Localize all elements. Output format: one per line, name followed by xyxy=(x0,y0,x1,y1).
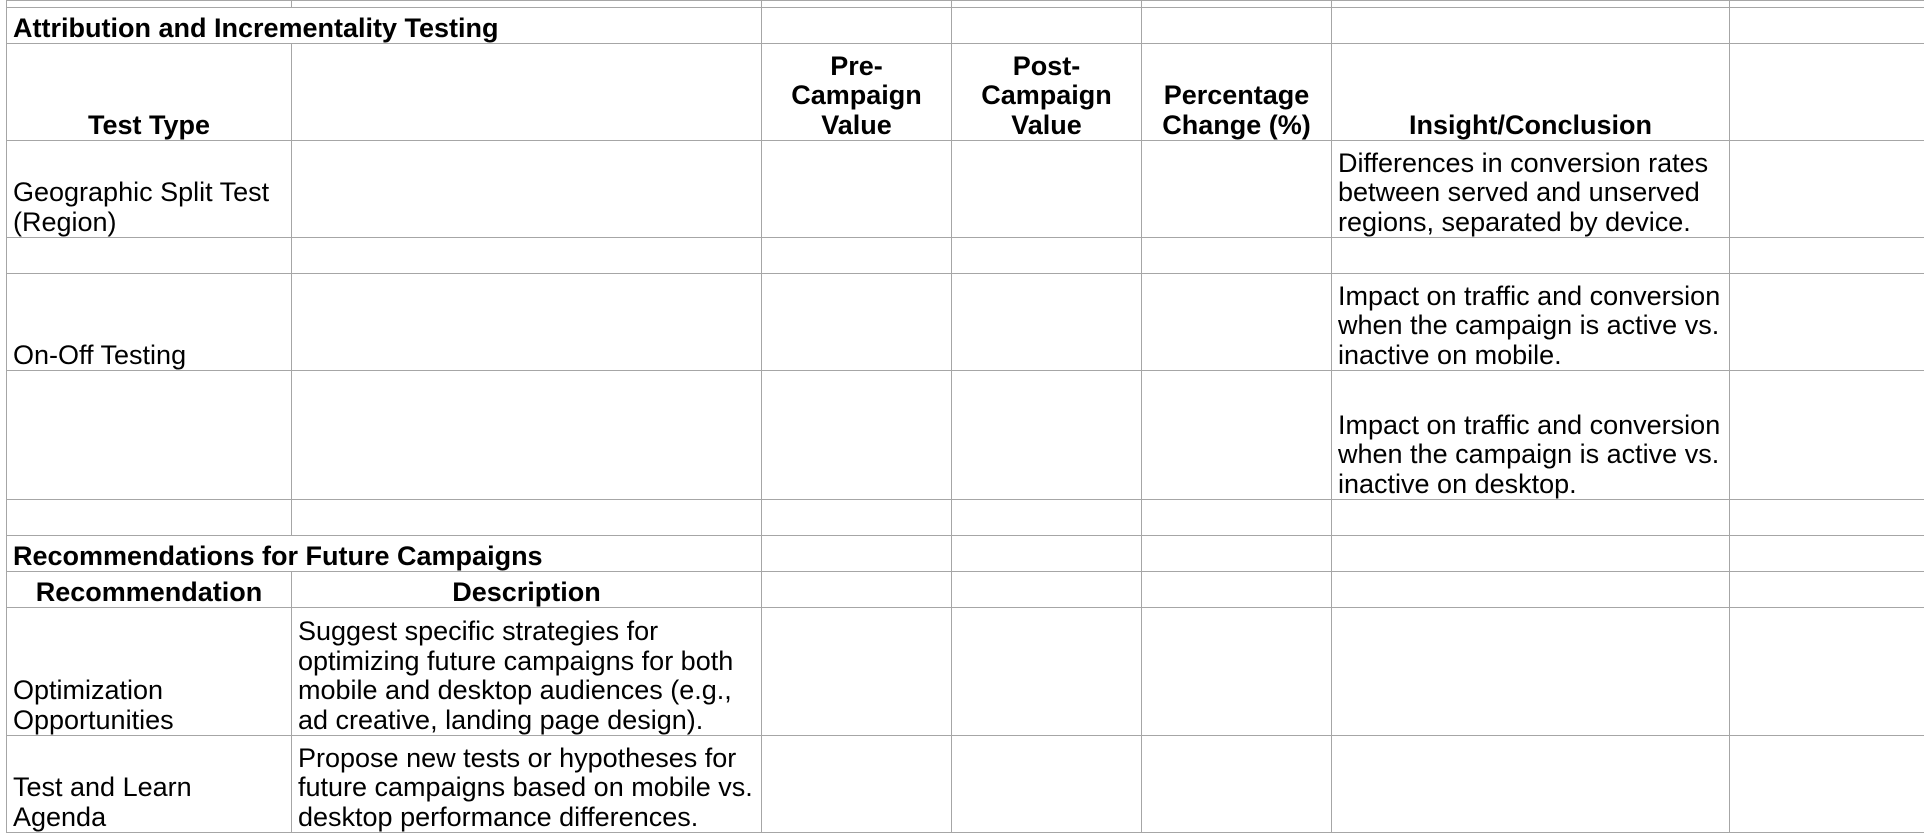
cell[interactable] xyxy=(1332,572,1730,608)
cell[interactable] xyxy=(1730,536,1924,572)
insight-cell[interactable]: Impact on traffic and conversion when the campaign is active vs. inactive on mobile. xyxy=(1332,274,1730,371)
cell[interactable] xyxy=(7,500,292,536)
cell[interactable] xyxy=(1332,536,1730,572)
recommendations-section-title[interactable]: Recommendations for Future Campaigns xyxy=(7,536,762,572)
header-insight-conclusion[interactable]: Insight/Conclusion xyxy=(1332,44,1730,141)
cell[interactable] xyxy=(762,736,952,833)
header-description[interactable]: Description xyxy=(292,572,762,608)
cell[interactable] xyxy=(1142,8,1332,44)
test-type-cell[interactable] xyxy=(7,371,292,500)
description-cell[interactable]: Propose new tests or hypotheses for future campaigns based on mobile vs. desktop performance differences. xyxy=(292,736,762,833)
spreadsheet-grid xyxy=(6,0,1924,833)
cell[interactable] xyxy=(1730,44,1924,141)
cell[interactable] xyxy=(762,500,952,536)
cell[interactable] xyxy=(1142,572,1332,608)
post-campaign-value-cell[interactable] xyxy=(952,274,1142,371)
sheet-row xyxy=(7,1,1924,8)
cell[interactable] xyxy=(292,1,762,8)
cell[interactable] xyxy=(1730,1,1924,8)
cell[interactable] xyxy=(1142,608,1332,736)
cell[interactable] xyxy=(1730,238,1924,274)
pre-campaign-value-cell[interactable] xyxy=(762,274,952,371)
sheet-row xyxy=(7,8,1924,44)
post-campaign-value-cell[interactable] xyxy=(952,371,1142,500)
cell[interactable] xyxy=(1730,371,1924,500)
cell[interactable] xyxy=(762,8,952,44)
post-campaign-value-cell[interactable] xyxy=(952,141,1142,238)
cell[interactable] xyxy=(1142,536,1332,572)
cell[interactable] xyxy=(1332,238,1730,274)
table-row xyxy=(7,736,1924,833)
attribution-header-row xyxy=(7,44,1924,141)
cell[interactable] xyxy=(762,238,952,274)
cell[interactable] xyxy=(1730,8,1924,44)
cell[interactable] xyxy=(1730,141,1924,238)
cell[interactable] xyxy=(7,1,292,8)
cell[interactable] xyxy=(1730,500,1924,536)
cell[interactable] xyxy=(292,500,762,536)
cell[interactable] xyxy=(292,238,762,274)
cell[interactable] xyxy=(1142,500,1332,536)
cell[interactable] xyxy=(952,8,1142,44)
cell[interactable] xyxy=(1142,736,1332,833)
table-row xyxy=(7,371,1924,500)
cell[interactable] xyxy=(1730,572,1924,608)
cell[interactable] xyxy=(952,500,1142,536)
description-cell[interactable]: Suggest specific strategies for optimizing future campaigns for both mobile and desktop audiences (e.g., ad creative, landing page design). xyxy=(292,608,762,736)
cell[interactable] xyxy=(1730,608,1924,736)
cell[interactable] xyxy=(292,141,762,238)
cell[interactable] xyxy=(952,1,1142,8)
pre-campaign-value-cell[interactable] xyxy=(762,371,952,500)
cell[interactable] xyxy=(952,572,1142,608)
insight-cell[interactable]: Differences in conversion rates between served and unserved regions, separated by device. xyxy=(1332,141,1730,238)
header-test-type[interactable]: Test Type xyxy=(7,44,292,141)
cell[interactable] xyxy=(1332,1,1730,8)
test-type-cell[interactable]: On-Off Testing xyxy=(7,274,292,371)
recommendations-header-row xyxy=(7,572,1924,608)
header-blank[interactable] xyxy=(292,44,762,141)
cell[interactable] xyxy=(762,536,952,572)
cell[interactable] xyxy=(1730,736,1924,833)
pre-campaign-value-cell[interactable] xyxy=(762,141,952,238)
cell[interactable] xyxy=(1332,8,1730,44)
cell[interactable] xyxy=(1332,608,1730,736)
cell[interactable] xyxy=(1142,238,1332,274)
insight-cell[interactable]: Impact on traffic and conversion when the campaign is active vs. inactive on desktop. xyxy=(1332,371,1730,500)
attribution-section-title[interactable]: Attribution and Incrementality Testing xyxy=(7,8,762,44)
table-row xyxy=(7,141,1924,238)
sheet-row xyxy=(7,500,1924,536)
header-post-campaign-value[interactable]: Post-Campaign Value xyxy=(952,44,1142,141)
cell[interactable] xyxy=(292,274,762,371)
cell[interactable] xyxy=(952,736,1142,833)
cell[interactable] xyxy=(1142,1,1332,8)
cell[interactable] xyxy=(762,1,952,8)
recommendation-cell[interactable]: Optimization Opportunities xyxy=(7,608,292,736)
header-percentage-change[interactable]: Percentage Change (%) xyxy=(1142,44,1332,141)
percentage-change-cell[interactable] xyxy=(1142,371,1332,500)
cell[interactable] xyxy=(952,536,1142,572)
test-type-cell[interactable]: Geographic Split Test (Region) xyxy=(7,141,292,238)
table-row xyxy=(7,274,1924,371)
cell[interactable] xyxy=(952,608,1142,736)
header-pre-campaign-value[interactable]: Pre-Campaign Value xyxy=(762,44,952,141)
cell[interactable] xyxy=(762,608,952,736)
percentage-change-cell[interactable] xyxy=(1142,141,1332,238)
cell[interactable] xyxy=(1332,736,1730,833)
table-row xyxy=(7,608,1924,736)
cell[interactable] xyxy=(952,238,1142,274)
sheet-row xyxy=(7,536,1924,572)
sheet-row xyxy=(7,238,1924,274)
cell[interactable] xyxy=(1730,274,1924,371)
header-recommendation[interactable]: Recommendation xyxy=(7,572,292,608)
cell[interactable] xyxy=(292,371,762,500)
percentage-change-cell[interactable] xyxy=(1142,274,1332,371)
recommendation-cell[interactable]: Test and Learn Agenda xyxy=(7,736,292,833)
cell[interactable] xyxy=(7,238,292,274)
cell[interactable] xyxy=(1332,500,1730,536)
cell[interactable] xyxy=(762,572,952,608)
